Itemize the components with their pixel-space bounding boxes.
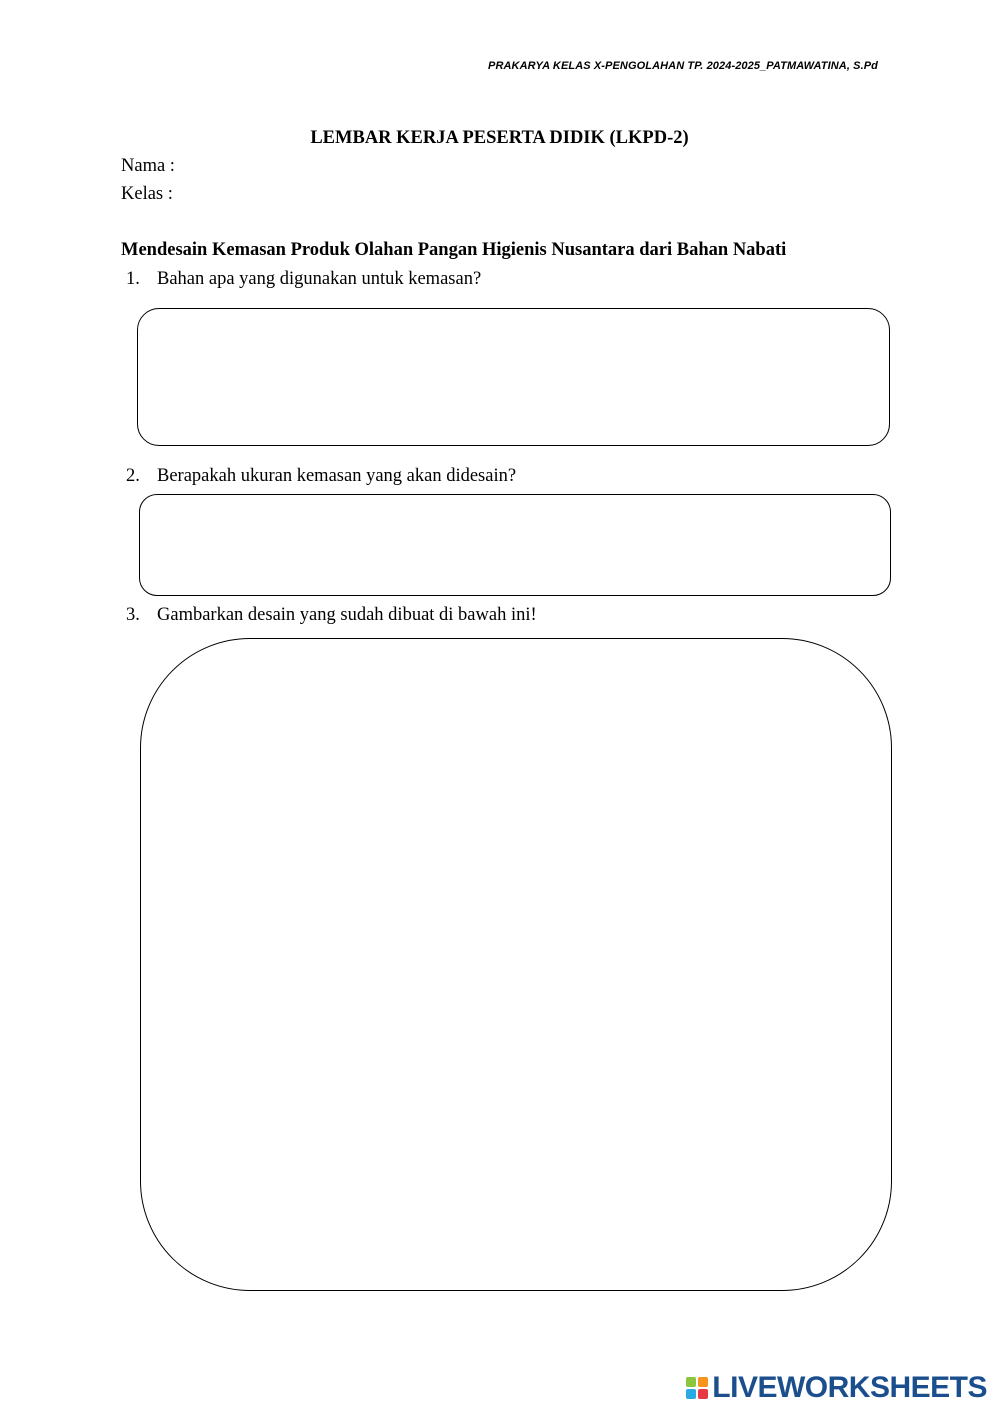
- kelas-label: Kelas :: [121, 184, 173, 204]
- logo-square-icon: [686, 1389, 696, 1399]
- logo-square-icon: [698, 1389, 708, 1399]
- question-3: [126, 605, 537, 626]
- section-subtitle: Mendesain Kemasan Produk Olahan Pangan Higienis Nusantara dari Bahan Nabati: [121, 240, 787, 260]
- answer-box-1[interactable]: [137, 308, 890, 446]
- drawing-box[interactable]: [140, 638, 892, 1291]
- logo-mark-icon: [686, 1377, 708, 1399]
- question-number: 1.: [126, 269, 140, 289]
- liveworksheets-logo: [686, 1373, 987, 1403]
- logo-text: LIVEWORKSHEETS: [712, 1371, 987, 1404]
- nama-label: Nama :: [121, 156, 175, 176]
- question-2: [126, 466, 516, 487]
- logo-square-icon: [686, 1377, 696, 1387]
- question-number: 3.: [126, 605, 140, 625]
- answer-box-2[interactable]: [139, 494, 891, 596]
- page-title: LEMBAR KERJA PESERTA DIDIK (LKPD-2): [310, 128, 689, 148]
- question-text: Bahan apa yang digunakan untuk kemasan?: [157, 269, 482, 289]
- header-note: PRAKARYA KELAS X-PENGOLAHAN TP. 2024-2025_PATMAWATINA, S.Pd: [488, 60, 878, 72]
- logo-square-icon: [698, 1377, 708, 1387]
- question-text: Gambarkan desain yang sudah dibuat di bawah ini!: [157, 605, 537, 625]
- question-1: [126, 269, 481, 290]
- question-text: Berapakah ukuran kemasan yang akan didesain?: [157, 466, 517, 486]
- question-number: 2.: [126, 466, 140, 486]
